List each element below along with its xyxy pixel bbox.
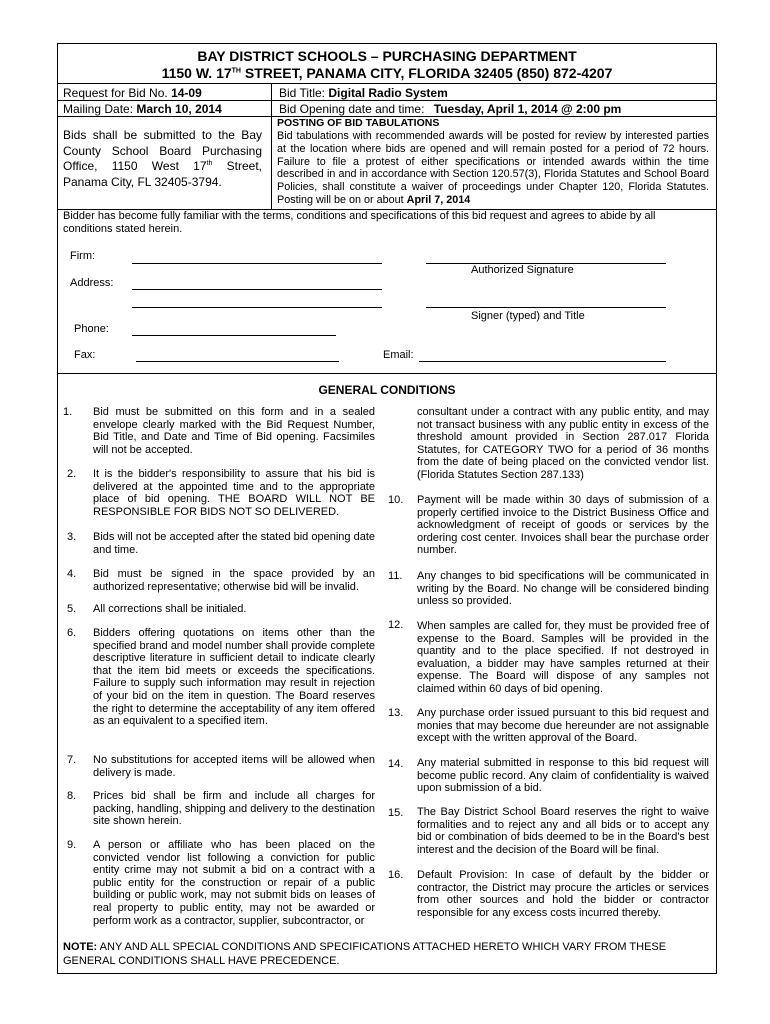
- condition-item-continued: consultant under a contract with any public entity, and may not transact business with any public entity in excess of the threshold amount provided in Section 287.017 Florida Statutes, for CATEGORY TWO for a period of 36 months from the date of being placed on the convicted vendor list. (Florida Statutes Section 287.133): [417, 406, 709, 481]
- address-label: Address:: [70, 277, 114, 289]
- condition-item: Any material submitted in response to this bid request will become public record. Any claim of confidentiality is waived upon submission of a bid.: [417, 757, 709, 795]
- column-divider: [271, 83, 272, 209]
- request-number: Request for Bid No. 14-09: [63, 86, 202, 100]
- authorized-signature-label: Authorized Signature: [471, 264, 574, 276]
- item-number: 1.: [63, 406, 73, 418]
- item-number: 3.: [67, 531, 77, 543]
- mailing-date: Mailing Date: March 10, 2014: [63, 102, 222, 116]
- submission-instructions: Bids shall be submitted to the Bay County School Board Purchasing Office, 1150 West 17th Street, Panama City, FL 32405-3794.: [63, 128, 262, 189]
- condition-item: It is the bidder's responsibility to assure that his bid is delivered at the appointed time and to the appropriate place of bid opening. THE BOARD WILL NOT BE RESPONSIBLE FOR BIDS NOT SO DELIVERED.: [93, 468, 375, 518]
- item-number: 10.: [388, 494, 404, 506]
- bid-title: Bid Title: Digital Radio System: [279, 86, 448, 100]
- general-conditions-heading: GENERAL CONDITIONS: [318, 383, 456, 397]
- item-number: 16.: [388, 869, 404, 881]
- condition-item: The Bay District School Board reserves the right to waive formalities and to reject any and all bids or to accept any bid or combination of bids deemed to be in the Board's best interest and the decision of the Board will be final.: [417, 806, 709, 856]
- item-number: 5.: [67, 603, 77, 615]
- condition-item: A person or affiliate who has been placed on the convicted vendor list following a conviction for public entity crime may not submit a bid on a contract with a public entity for the construction or repair of a public building or public work, may not submit bids on leases of real property to public entity, may not be awarded or perform work as a contractor, supplier, subcontractor, or: [93, 839, 375, 927]
- item-number: 15.: [388, 807, 404, 819]
- item-number: 12.: [388, 619, 404, 631]
- condition-item: Payment will be made within 30 days of submission of a properly certified invoice to the District Business Office and acknowledgment of receipt of goods or services by the ordering cost center. Invoices shall bear the purchase order number.: [417, 494, 709, 557]
- item-number: 4.: [67, 568, 77, 580]
- phone-line[interactable]: [132, 335, 336, 336]
- address-line-2[interactable]: [132, 307, 382, 308]
- item-number: 13.: [388, 707, 404, 719]
- item-number: 2.: [67, 468, 77, 480]
- firm-label: Firm:: [70, 250, 96, 262]
- bid-opening: Bid Opening date and time: Tuesday, April 1, 2014 @ 2:00 pm: [279, 102, 622, 116]
- item-number: 14.: [388, 758, 404, 770]
- address-line-1[interactable]: [132, 289, 382, 290]
- item-number: 8.: [67, 790, 77, 802]
- item-number: 7.: [67, 754, 77, 766]
- condition-item: Bids will not be accepted after the stated bid opening date and time.: [93, 531, 375, 556]
- condition-item: Bid must be signed in the space provided by an authorized representative; otherwise bid will be invalid.: [93, 568, 375, 593]
- signer-label: Signer (typed) and Title: [471, 310, 585, 322]
- general-conditions-note: NOTE: ANY AND ALL SPECIAL CONDITIONS AND SPECIFICATIONS ATTACHED HERETO WHICH VARY FROM THESE GENERAL CONDITIONS SHALL HAVE PRECEDENCE.: [63, 941, 667, 967]
- condition-item: Bidders offering quotations on items other than the specified brand and model number shall provide complete descriptive literature in sufficient detail to indicate clearly that the item bid meets or exceeds the specifications. Failure to supply such information may result in rejection of your bid on the item in question. The Board reserves the right to determine the acceptability of any item offered as an equivalent to a specified item.: [93, 627, 375, 728]
- condition-item: Bid must be submitted on this form and in a sealed envelope clearly marked with the Bid Request Number, Bid Title, and Date and Time of Bid opening. Facsimiles will not be accepted.: [93, 406, 375, 456]
- posting-heading: POSTING OF BID TABULATIONS: [277, 117, 440, 129]
- divider: [58, 83, 716, 84]
- condition-item: All corrections shall be initialed.: [93, 603, 247, 615]
- divider: [58, 100, 716, 101]
- header-line-1: BAY DISTRICT SCHOOLS – PURCHASING DEPARTMENT: [197, 48, 577, 64]
- item-number: 9.: [67, 839, 77, 851]
- email-line[interactable]: [419, 361, 666, 362]
- condition-item: Any changes to bid specifications will be communicated in writing by the Board. No change will be considered binding unless so provided.: [417, 570, 709, 608]
- posting-body: Bid tabulations with recommended awards will be posted for review by interested parties at the location where bids are opened and will remain posted for a period of 72 hours. Failure to file a protest of either specifications or intended awards within the time described in and in accordance with Section 120.57(3), Florida Statutes and School Board Policies, shall constitute a waiver of proceedings under Chapter 120, Florida Statutes. Posting will be on or about April 7, 2014: [277, 130, 709, 206]
- firm-line[interactable]: [132, 263, 382, 264]
- fax-label: Fax:: [74, 349, 96, 361]
- email-label: Email:: [383, 349, 414, 361]
- condition-item: Any purchase order issued pursuant to this bid request and monies that may become due hereunder are not assignable except with the written approval of the Board.: [417, 707, 709, 745]
- signer-line[interactable]: [426, 307, 666, 308]
- divider: [58, 373, 716, 374]
- bidder-statement: Bidder has become fully familiar with the terms, conditions and specifications of this bid request and agrees to abide by all conditions stated herein.: [63, 210, 656, 235]
- bid-form-page: [57, 43, 717, 974]
- condition-item: When samples are called for, they must be provided free of expense to the Board. Samples will be provided in the quantity and to the place specified. If not destroyed in evaluation, a bidder may have samples returned at their expense. The Board will dispose of any samples not claimed within 60 days of bid opening.: [417, 620, 709, 695]
- item-number: 11.: [388, 570, 403, 582]
- item-number: 6.: [67, 627, 77, 639]
- fax-line[interactable]: [136, 361, 339, 362]
- phone-label: Phone:: [74, 323, 109, 335]
- condition-item: No substitutions for accepted items will be allowed when delivery is made.: [93, 754, 375, 779]
- condition-item: Default Provision: In case of default by the bidder or contractor, the District may procure the articles or services from other sources and hold the bidder or contractor responsible for any excess costs incurred thereby.: [417, 869, 709, 919]
- condition-item: Prices bid shall be firm and include all charges for packing, handling, shipping and delivery to the destination site shown herein.: [93, 790, 375, 828]
- header-line-2: 1150 W. 17TH STREET, PANAMA CITY, FLORIDA 32405 (850) 872-4207: [161, 65, 613, 81]
